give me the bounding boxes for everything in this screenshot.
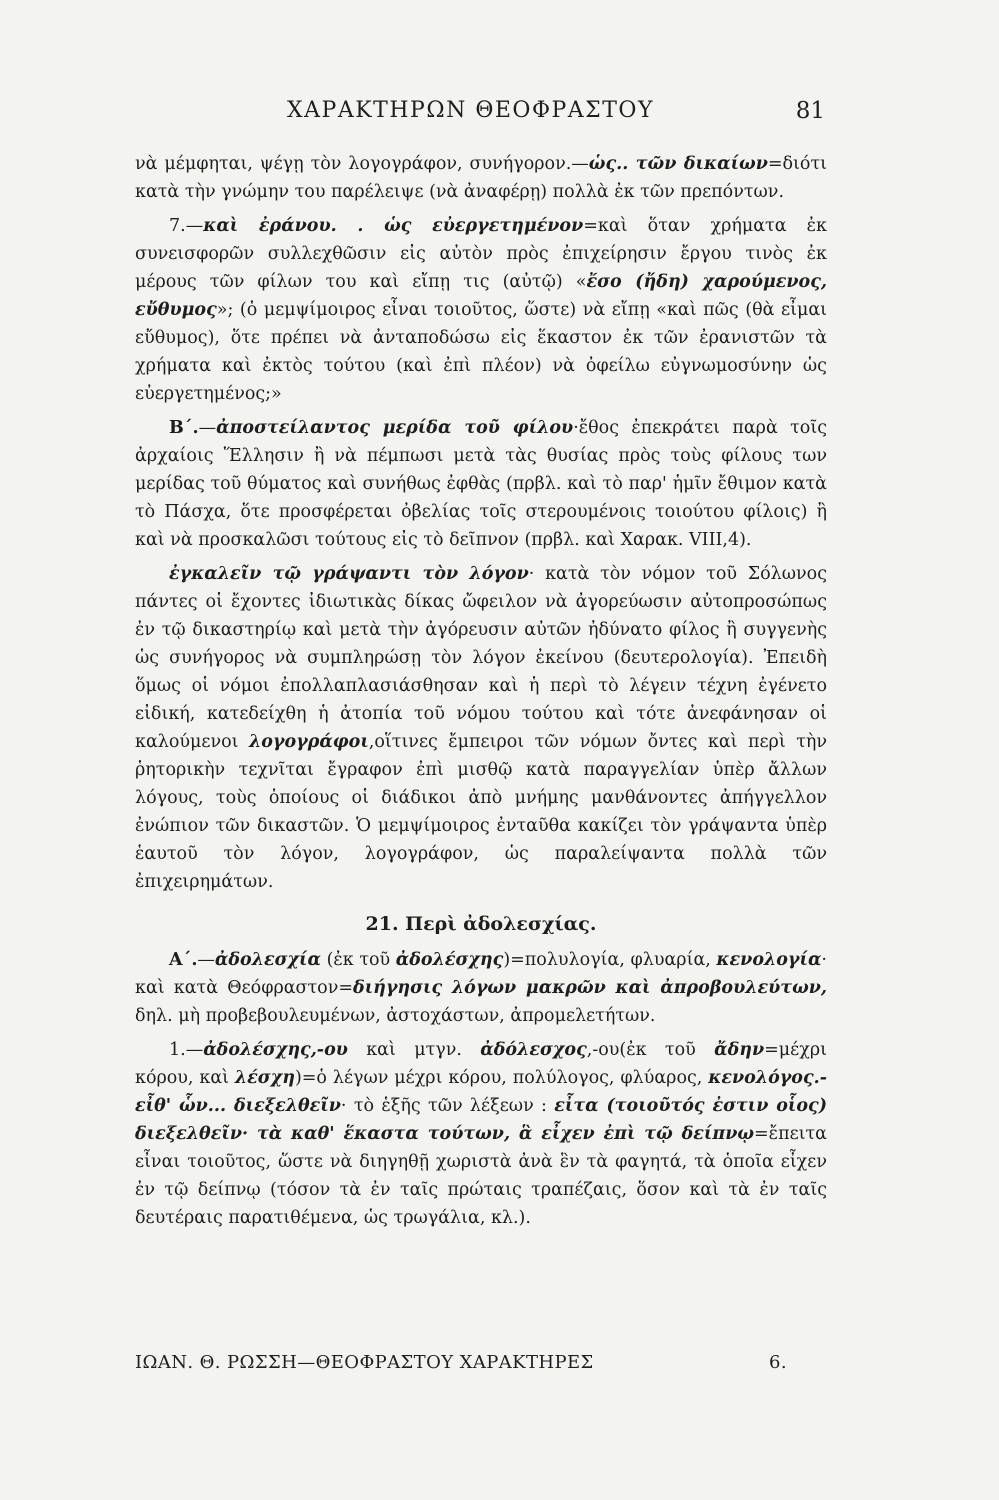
paragraph-6: [135, 1036, 827, 1232]
lemma: εἶτα (τοιοῦτός ἐστιν οἷος) διεξελθεῖν· τὰ καθ' ἕκαστα τούτων, ἃ εἶχεν ἐπὶ τῷ δείπνῳ: [135, 1096, 827, 1144]
body-text: [135, 150, 827, 1232]
text-run: =διότι κατὰ τὴν γνώμην του παρέλειψε (νὰ ἀναφέρῃ) πολλὰ ἐκ τῶν πρεπόντων.: [135, 154, 827, 202]
page-footer: [135, 1352, 827, 1382]
lemma: ἀδόλεσχος: [480, 1040, 587, 1060]
lemma: ἐγκαλεῖν τῷ γράψαντι τὸν λόγον: [169, 564, 529, 584]
text-run: ,οἵτινες ἔμπειροι τῶν νόμων ὄντες καὶ περὶ τὴν ῥητορικὴν τεχνῖται ἔγραφον ἐπὶ μισθῷ κατὰ παραγγελίαν ὑπὲρ ἄλλων λόγους, τοὺς ὁποίους οἱ διάδικοι ἀπὸ μνήμης μανθάνοντες ἀπήγγελλον ἐνώπιον τῶν δικαστῶν. Ὁ μεμψίμοιρος ἐνταῦθα κακίζει τὸν γράψαντα ὑπὲρ ἑαυτοῦ τὸν λόγον, λογογράφον, ὡς παραλείψαντα πολλὰ τῶν ἐπιχειρημάτων.: [135, 732, 827, 892]
text-run: =μέχρι κόρου, καὶ: [135, 1040, 827, 1088]
text-run: · κατὰ τὸν νόμον τοῦ Σόλωνος πάντες οἱ ἔχοντες ἰδιωτικὰς δίκας ὤφειλον νὰ ἀγορεύωσιν αὐτοπροσώπως ἐν τῷ δικαστηρίῳ καὶ μετὰ τὴν ἀγόρευσιν αὐτῶν ἠδύνατο φίλος ἢ συγγενὴς ὡς συνήγορος νὰ συμπληρώσῃ τὸν λόγον ἐκείνου (δευτερολογία). Ἐπειδὴ ὅμως οἱ νόμοι ἐπολλαπλασιάσθησαν καὶ ἡ περὶ τὸ λέγειν τέχνη ἐγένετο εἰδική, κατεδείχθη ἡ ἀτοπία τοῦ νόμου τούτου καὶ τότε ἀνεφάνησαν οἱ καλούμενοι: [135, 564, 827, 752]
section-label: Β΄.: [169, 418, 199, 438]
lemma: ἀδολέσχης,-ου: [203, 1040, 348, 1060]
lemma: ὡς.. τῶν δικαίων: [588, 154, 768, 174]
lemma: ἄδην: [714, 1040, 765, 1060]
text-run: δηλ. μὴ προβεβουλευμένων, ἀστοχάστων, ἀπρομελετήτων.: [135, 1006, 656, 1026]
lemma: ἀποστείλαντος μερίδα τοῦ φίλου: [216, 418, 574, 438]
text-run: (ἐκ τοῦ: [321, 950, 396, 970]
page-number: 81: [795, 98, 825, 124]
paragraph-1: [135, 150, 827, 206]
lemma: λέσχη: [234, 1068, 295, 1088]
text-run: =ἔπειτα εἶναι τοιοῦτος, ὥστε νὰ διηγηθῇ χωριστὰ ἀνὰ ἓν τὰ φαγητά, τὰ ὁποῖα εἶχεν ἐν τῷ δείπνῳ (τόσον τὰ ἐν ταῖς πρώταις τραπέζαις, ὅσον καὶ τὰ ἐν ταῖς δευτέραις παρατιθέμενα, ὡς τρωγάλια, κλ.).: [135, 1124, 827, 1228]
text-run: · καὶ κατὰ Θεόφραστον=: [135, 950, 827, 998]
lemma: κενολογία: [716, 950, 822, 970]
text-run: καὶ μτγν.: [347, 1040, 481, 1060]
section-label: Α΄.: [169, 950, 198, 970]
text-run: 7.—: [169, 216, 204, 236]
text-run: =καὶ ὅταν χρήματα ἐκ συνεισφορῶν συλλεχθῶσιν εἰς αὐτὸν πρὸς ἐπιχείρησιν ἔργου τινὸς ἐκ μέρους τῶν φίλων του καὶ εἴπῃ τις (αὐτῷ) «: [135, 216, 827, 292]
text-run: ·ἔθος ἐπεκράτει παρὰ τοῖς ἀρχαίοις Ἕλλησιν ἢ νὰ πέμπωσι μετὰ τὰς θυσίας πρὸς τοὺς φίλους των μερίδας τοῦ θύματος καὶ συνήθως ἐφθὰς (πρβλ. καὶ τὸ παρ' ἡμῖν ἔθιμον κατὰ τὸ Πάσχα, ὅτε προσφέρεται ὀβελίας τοῖς στερουμένοις τοιούτου φίλοις) ἢ καὶ νὰ προσκαλῶσι τούτους εἰς τὸ δεῖπνον (πρβλ. καὶ Χαρακ. VIII,4).: [135, 418, 827, 550]
footer-title: ΙΩΑΝ. Θ. ΡΩΣΣΗ—ΘΕΟΦΡΑΣΤΟΥ ΧΑΡΑΚΤΗΡΕΣ: [135, 1352, 594, 1373]
signature-mark: 6.: [769, 1352, 787, 1373]
paragraph-5: [135, 946, 827, 1030]
lemma: ἀδολεσχία: [214, 950, 321, 970]
lemma: λογογράφοι: [248, 732, 369, 752]
text-run: · τὸ ἑξῆς τῶν λέξεων :: [340, 1096, 555, 1116]
paragraph-4: [135, 560, 827, 896]
text-run: )=ὁ λέγων μέχρι κόρου, πολύλογος, φλύαρος,: [294, 1068, 709, 1088]
lemma: καὶ ἐράνου. . ὡς εὐεργετημένον: [203, 216, 584, 236]
text-run: —: [197, 950, 215, 970]
lemma: κενολόγος.- εἶθ' ὧν... διεξελθεῖν: [135, 1068, 827, 1116]
lemma: ἀδολέσχης: [395, 950, 504, 970]
paragraph-2: [135, 212, 827, 408]
lemma: διήγησις λόγων μακρῶν καὶ ἀπροβουλεύτων,: [353, 978, 827, 998]
text-run: νὰ μέμφηται, ψέγῃ τὸν λογογράφον, συνήγορον.—: [135, 154, 589, 174]
text-run: ,-ου(ἐκ τοῦ: [586, 1040, 715, 1060]
running-header: [135, 98, 827, 138]
section-heading: 21. Περὶ ἀδολεσχίας.: [365, 913, 597, 935]
text-run: »; (ὁ μεμψίμοιρος εἶναι τοιοῦτος, ὥστε) νὰ εἴπῃ «καὶ πῶς (θὰ εἶμαι εὔθυμος), ὅτε πρέπει νὰ ἀνταποδώσω εἰς ἕκαστον ἐκ τῶν ἐρανιστῶν τὰ χρήματα καὶ ἐκτὸς τούτου (καὶ ἐπὶ πλέον) νὰ ὀφείλω εὐγνωμοσύνην ὡς εὐεργετημένος;»: [135, 300, 827, 404]
text-run: —: [198, 418, 217, 438]
paragraph-3: [135, 414, 827, 554]
header-title: ΧΑΡΑΚΤΗΡΩΝ ΘΕΟΦΡΑΣΤΟΥ: [287, 98, 654, 123]
text-run: 1.—: [169, 1040, 204, 1060]
lemma: ἔσο (ἤδη) χαρούμενος, εὔθυμος: [135, 272, 827, 320]
text-run: )=πολυλογία, φλυαρία,: [503, 950, 717, 970]
